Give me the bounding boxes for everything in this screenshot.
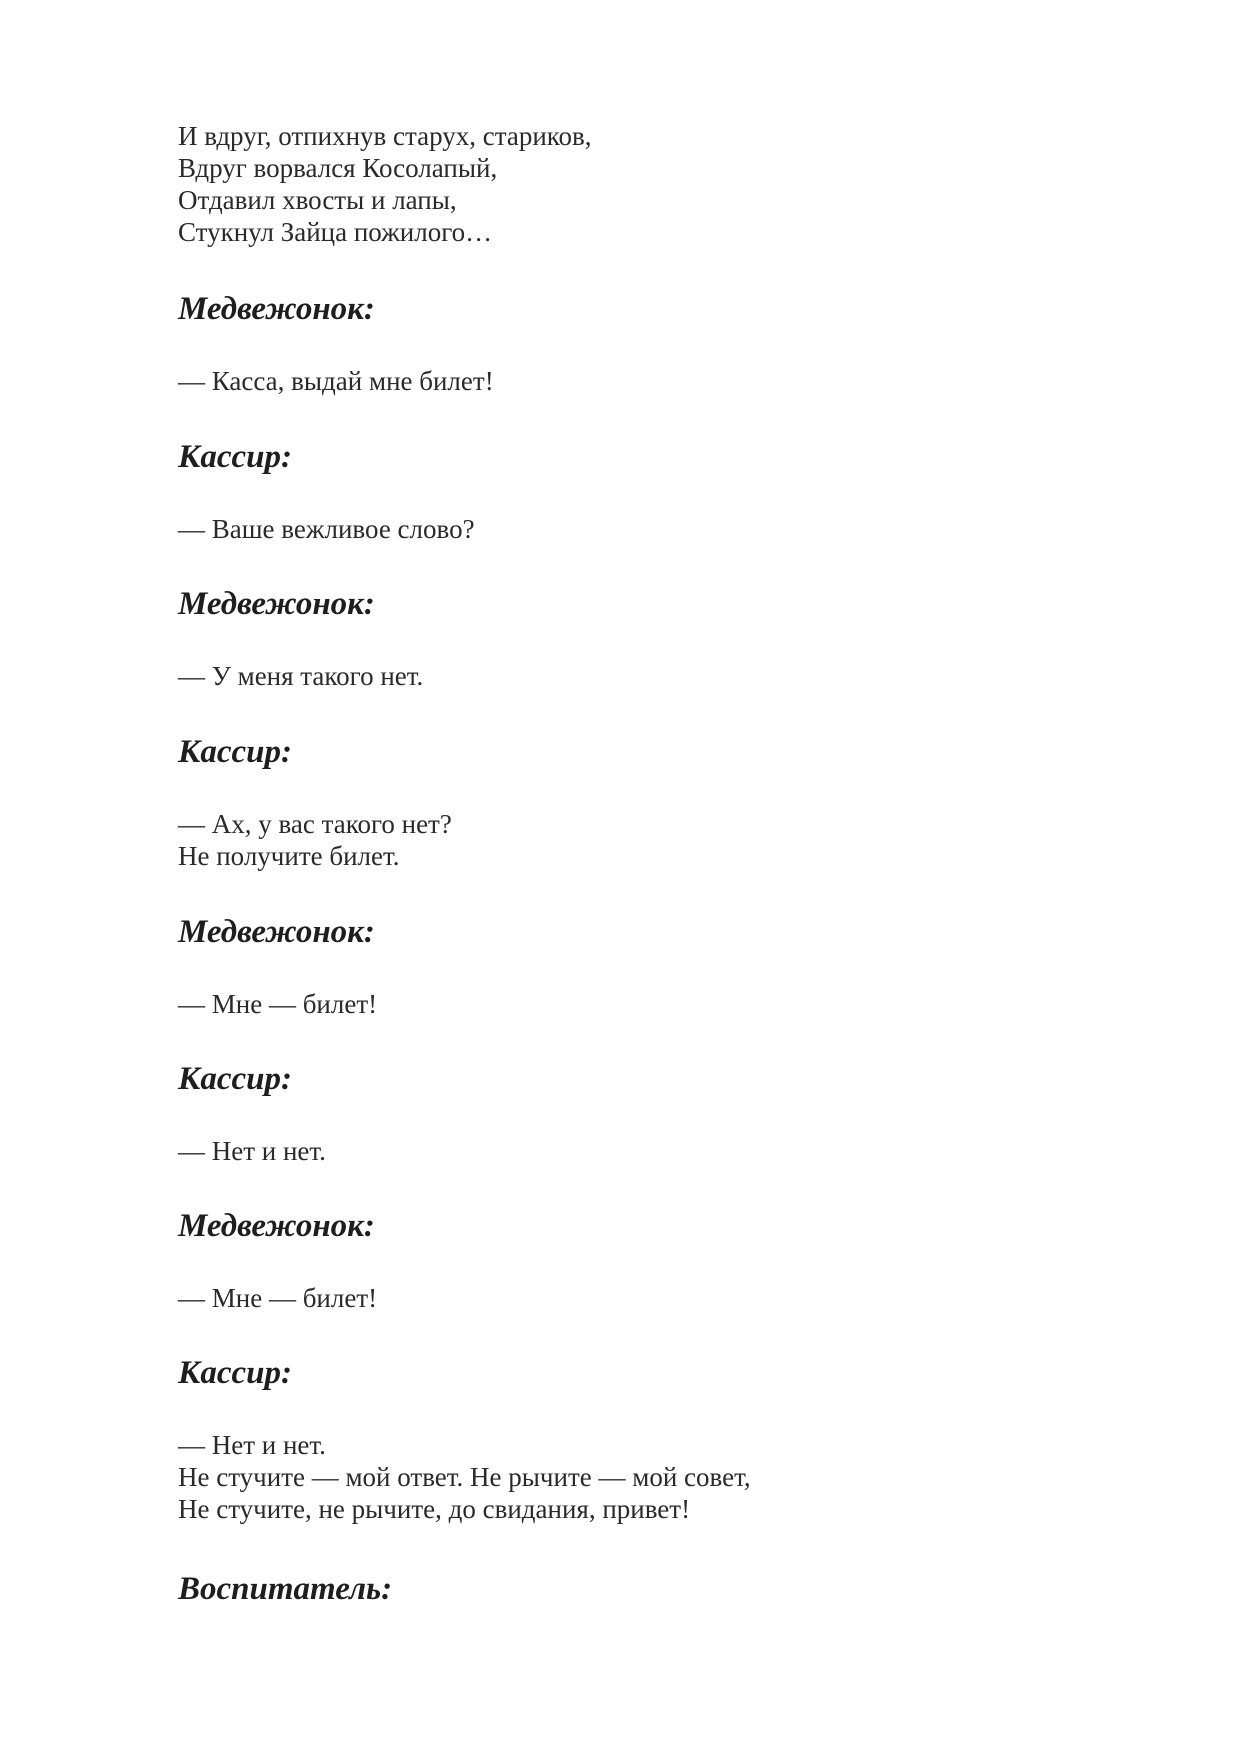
dialogue-lines [178, 1429, 1158, 1525]
dialogue-line: — Мне — билет! [178, 989, 378, 1019]
dialogue-line: Не стучите — мой ответ. Не рычите — мой совет, [178, 1462, 751, 1492]
dialogue-lines [178, 988, 1158, 1020]
dialogue-line: — Мне — билет! [178, 1283, 378, 1313]
dialogue-line: — У меня такого нет. [178, 661, 424, 691]
dialogue-lines [178, 808, 1158, 872]
speaker-name: Медвежонок: [178, 586, 375, 622]
speaker-name: Кассир: [178, 1355, 293, 1391]
verse-line: И вдруг, отпихнув старух, стариков, [178, 121, 592, 151]
dialogue-lines [178, 660, 1158, 692]
speaker-name: Медвежонок: [178, 291, 375, 327]
dialogue-line: Не стучите, не рычите, до свидания, привет! [178, 1494, 691, 1524]
speaker-name: Медвежонок: [178, 914, 375, 950]
speaker-name: Кассир: [178, 439, 293, 475]
intro-verse [178, 120, 1158, 248]
dialogue-line: Не получите билет. [178, 841, 400, 871]
dialogue-line: — Ах, у вас такого нет? [178, 809, 452, 839]
dialogue-lines [178, 513, 1158, 545]
dialogue-line: — Нет и нет. [178, 1136, 326, 1166]
dialogue-line: — Нет и нет. [178, 1430, 326, 1460]
dialogue-line: — Касса, выдай мне билет! [178, 366, 494, 396]
speaker-name: Кассир: [178, 1061, 293, 1097]
dialogue-line: — Ваше вежливое слово? [178, 514, 475, 544]
verse-line: Стукнул Зайца пожилого… [178, 217, 493, 247]
speaker-name: Воспитатель: [178, 1571, 393, 1607]
verse-line: Вдруг ворвался Косолапый, [178, 153, 498, 183]
speaker-name: Медвежонок: [178, 1208, 375, 1244]
dialogue-lines [178, 1135, 1158, 1167]
dialogue-lines [178, 365, 1158, 397]
dialogue-lines [178, 1282, 1158, 1314]
speaker-name: Кассир: [178, 734, 293, 770]
verse-line: Отдавил хвосты и лапы, [178, 185, 457, 215]
